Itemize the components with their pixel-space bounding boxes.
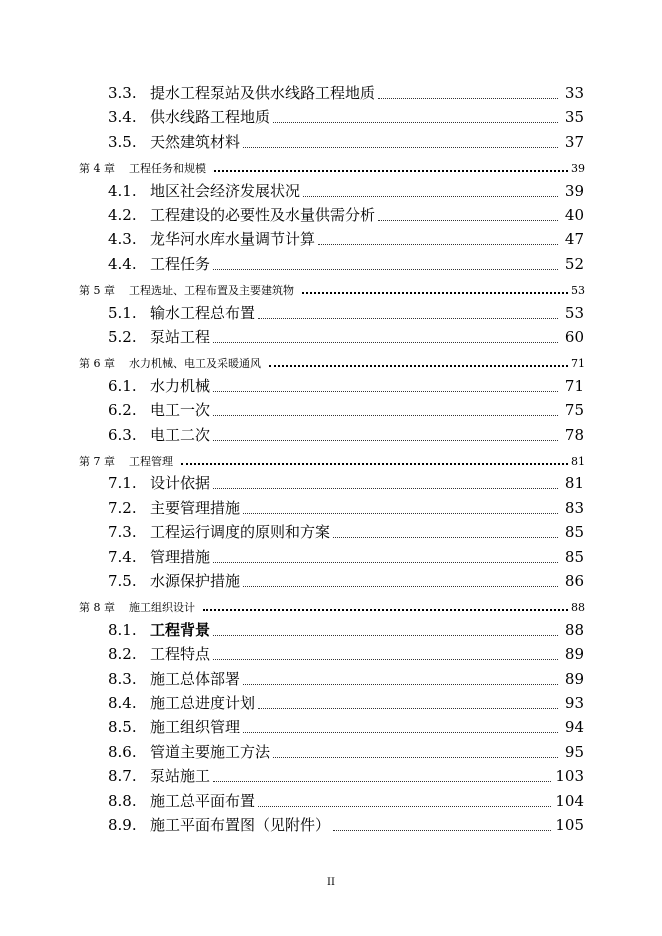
toc-entry-title: 水源保护措施: [150, 572, 241, 590]
toc-section-entry[interactable]: [108, 208, 584, 223]
toc-entry-number: 4.3.: [108, 230, 137, 249]
toc-entry-number: 7.5.: [108, 572, 137, 590]
toc-entry-page: 39: [571, 162, 585, 176]
toc-entry-page: 53: [564, 303, 584, 322]
toc-entry-number: 第 5 章: [79, 284, 115, 298]
toc-entry-title: 工程建设的必要性及水量供需分析: [150, 206, 376, 224]
toc-entry-title: 工程运行调度的原则和方案: [150, 523, 331, 542]
toc-entry-number: 4.4.: [108, 254, 137, 273]
toc-dot-leader: [213, 341, 558, 343]
toc-entry-title: 工程特点: [150, 645, 211, 664]
toc-entry-page: 85: [564, 547, 584, 566]
toc-entry-number: 3.5.: [108, 132, 137, 151]
toc-entry-number: 第 4 章: [79, 162, 115, 176]
toc-entry-title: 泵站施工: [150, 767, 211, 786]
toc-section-entry[interactable]: [108, 425, 584, 444]
toc-entry-number: 6.3.: [108, 425, 137, 444]
toc-section-entry[interactable]: [108, 132, 584, 151]
toc-entry-number: 第 8 章: [79, 601, 115, 615]
toc-entry-page: 93: [564, 694, 584, 712]
toc-section-entry[interactable]: [108, 498, 584, 517]
toc-section-entry[interactable]: [108, 574, 584, 589]
toc-entry-title: 电工二次: [150, 425, 211, 444]
toc-dot-leader: [213, 414, 558, 416]
toc-entry-number: 7.2.: [108, 498, 137, 517]
toc-entry-page: 40: [564, 206, 584, 224]
toc-dot-leader: [333, 829, 551, 831]
toc-entry-title: 施工总平面布置: [150, 791, 256, 810]
toc-entry-title: 供水线路工程地质: [150, 108, 271, 127]
toc-dot-leader: [213, 268, 558, 270]
toc-entry-title: 工程背景: [150, 620, 211, 639]
toc-dot-leader: [258, 317, 558, 319]
toc-dot-leader: [243, 146, 558, 148]
toc-entry-page: 94: [564, 718, 584, 737]
toc-section-entry[interactable]: [108, 547, 584, 566]
toc-entry-number: 8.3.: [108, 669, 137, 688]
toc-dot-leader: [203, 608, 568, 611]
toc-entry-title: 施工总进度计划: [150, 694, 256, 712]
toc-entry-page: 37: [564, 132, 584, 151]
toc-dot-leader: [273, 121, 558, 123]
toc-section-entry[interactable]: [108, 769, 584, 784]
toc-entry-number: 3.4.: [108, 108, 137, 127]
toc-entry-title: 主要管理措施: [150, 498, 241, 517]
toc-entry-title: 天然建筑材料: [150, 132, 241, 151]
toc-entry-page: 35: [564, 108, 584, 127]
toc-entry-number: 8.9.: [108, 816, 137, 834]
toc-dot-leader: [243, 512, 558, 514]
toc-entry-title: 地区社会经济发展状况: [150, 181, 301, 200]
toc-section-entry[interactable]: [108, 303, 584, 322]
toc-section-entry[interactable]: [108, 181, 584, 200]
toc-entry-number: 4.2.: [108, 206, 137, 224]
toc-entry-number: 7.4.: [108, 547, 137, 566]
toc-dot-leader: [243, 585, 558, 587]
toc-entry-page: 71: [571, 357, 585, 371]
toc-dot-leader: [213, 780, 551, 782]
toc-section-entry[interactable]: [108, 254, 584, 273]
toc-entry-number: 7.1.: [108, 474, 137, 493]
toc-entry-page: 47: [564, 230, 584, 249]
toc-section-entry[interactable]: [108, 791, 584, 810]
toc-dot-leader: [213, 487, 558, 489]
toc-entry-title: 施工组织管理: [150, 718, 241, 737]
toc-entry-number: 8.2.: [108, 645, 137, 664]
toc-entry-title: 管理措施: [150, 547, 211, 566]
toc-dot-leader: [213, 634, 558, 636]
toc-entry-page: 53: [571, 284, 585, 298]
toc-entry-title: 龙华河水库水量调节计算: [150, 230, 316, 249]
toc-entry-page: 78: [564, 425, 584, 444]
toc-dot-leader: [273, 756, 558, 758]
toc-entry-page: 39: [564, 181, 584, 200]
page-number-footer: II: [327, 877, 335, 888]
toc-dot-leader: [333, 536, 558, 538]
toc-entry-page: 83: [564, 498, 584, 517]
toc-entry-title: 输水工程总布置: [150, 303, 256, 322]
toc-entry-number: 8.6.: [108, 742, 137, 761]
toc-section-entry[interactable]: [108, 696, 584, 711]
toc-entry-number: 6.1.: [108, 376, 137, 395]
toc-entry-page: 86: [564, 572, 584, 590]
toc-chapter-entry[interactable]: [79, 163, 585, 174]
toc-entry-page: 89: [564, 669, 584, 688]
toc-section-entry[interactable]: [108, 232, 584, 247]
toc-section-entry[interactable]: [108, 330, 584, 345]
toc-dot-leader: [269, 364, 568, 367]
toc-entry-number: 5.1.: [108, 303, 137, 322]
toc-chapter-entry[interactable]: [79, 358, 585, 369]
toc-section-entry[interactable]: [108, 376, 584, 395]
toc-entry-number: 3.3.: [108, 84, 137, 102]
toc-entry-title: 电工一次: [150, 401, 211, 420]
toc-dot-leader: [214, 169, 568, 172]
toc-entry-page: 60: [564, 328, 584, 346]
toc-entry-title: 提水工程泵站及供水线路工程地质: [150, 84, 376, 102]
toc-entry-title: 工程任务和规模: [129, 162, 206, 176]
toc-dot-leader: [258, 805, 551, 807]
toc-section-entry[interactable]: [108, 620, 584, 639]
toc-entry-number: 8.4.: [108, 694, 137, 712]
toc-entry-title: 水力机械: [150, 376, 211, 395]
toc-entry-page: 52: [564, 254, 584, 273]
toc-section-entry[interactable]: [108, 110, 584, 125]
toc-entry-number: 7.3.: [108, 523, 137, 542]
toc-entry-number: 4.1.: [108, 181, 137, 200]
toc-section-entry[interactable]: [108, 669, 584, 688]
toc-section-entry[interactable]: [108, 647, 584, 662]
toc-entry-number: 8.1.: [108, 620, 137, 639]
toc-dot-leader: [378, 219, 558, 221]
toc-entry-number: 8.5.: [108, 718, 137, 737]
toc-chapter-entry[interactable]: [79, 456, 585, 467]
toc-entry-title: 工程管理: [129, 455, 173, 468]
toc-entry-number: 第 6 章: [79, 357, 115, 371]
toc-entry-page: 88: [571, 601, 585, 615]
toc-entry-title: 设计依据: [150, 474, 211, 493]
toc-section-entry[interactable]: [108, 525, 584, 540]
toc-dot-leader: [243, 683, 558, 685]
toc-entry-number: 8.8.: [108, 791, 137, 810]
toc-entry-page: 71: [564, 376, 584, 395]
toc-section-entry[interactable]: [108, 403, 584, 418]
toc-entry-page: 85: [564, 523, 584, 542]
toc-section-entry[interactable]: [108, 86, 584, 101]
toc-dot-leader: [213, 561, 558, 563]
toc-entry-page: 75: [564, 401, 584, 420]
toc-chapter-entry[interactable]: [79, 285, 585, 296]
toc-section-entry[interactable]: [108, 742, 584, 761]
toc-entry-number: 5.2.: [108, 328, 137, 346]
toc-entry-page: 81: [571, 455, 585, 468]
toc-entry-page: 95: [564, 742, 584, 761]
toc-entry-page: 103: [555, 767, 584, 786]
toc-section-entry[interactable]: [108, 720, 584, 735]
toc-entry-page: 88: [564, 620, 584, 639]
toc-entry-number: 8.7.: [108, 767, 137, 786]
toc-entry-title: 施工平面布置图（见附件）: [150, 816, 331, 834]
toc-entry-page: 89: [564, 645, 584, 664]
toc-dot-leader: [181, 462, 568, 465]
toc-entry-title: 管道主要施工方法: [150, 742, 271, 761]
toc-chapter-entry[interactable]: [79, 602, 585, 613]
toc-entry-page: 104: [555, 791, 584, 810]
toc-entry-number: 6.2.: [108, 401, 137, 420]
toc-dot-leader: [303, 195, 558, 197]
toc-dot-leader: [258, 707, 558, 709]
toc-entry-page: 105: [555, 816, 584, 834]
toc-dot-leader: [302, 291, 568, 294]
toc-dot-leader: [318, 243, 558, 245]
toc-entry-title: 工程选址、工程布置及主要建筑物: [129, 284, 294, 298]
toc-entry-page: 33: [564, 84, 584, 102]
toc-dot-leader: [213, 439, 558, 441]
toc-section-entry[interactable]: [108, 818, 584, 833]
toc-entry-title: 工程任务: [150, 254, 211, 273]
toc-entry-title: 水力机械、电工及采暖通风: [129, 357, 261, 371]
toc-dot-leader: [213, 390, 558, 392]
toc-dot-leader: [378, 97, 558, 99]
toc-entry-page: 81: [564, 474, 584, 493]
toc-entry-title: 施工总体部署: [150, 669, 241, 688]
toc-entry-number: 第 7 章: [79, 455, 115, 468]
toc-section-entry[interactable]: [108, 476, 584, 491]
toc-entry-title: 施工组织设计: [129, 601, 195, 615]
toc-dot-leader: [213, 658, 558, 660]
toc-dot-leader: [243, 731, 558, 733]
toc-entry-title: 泵站工程: [150, 328, 211, 346]
